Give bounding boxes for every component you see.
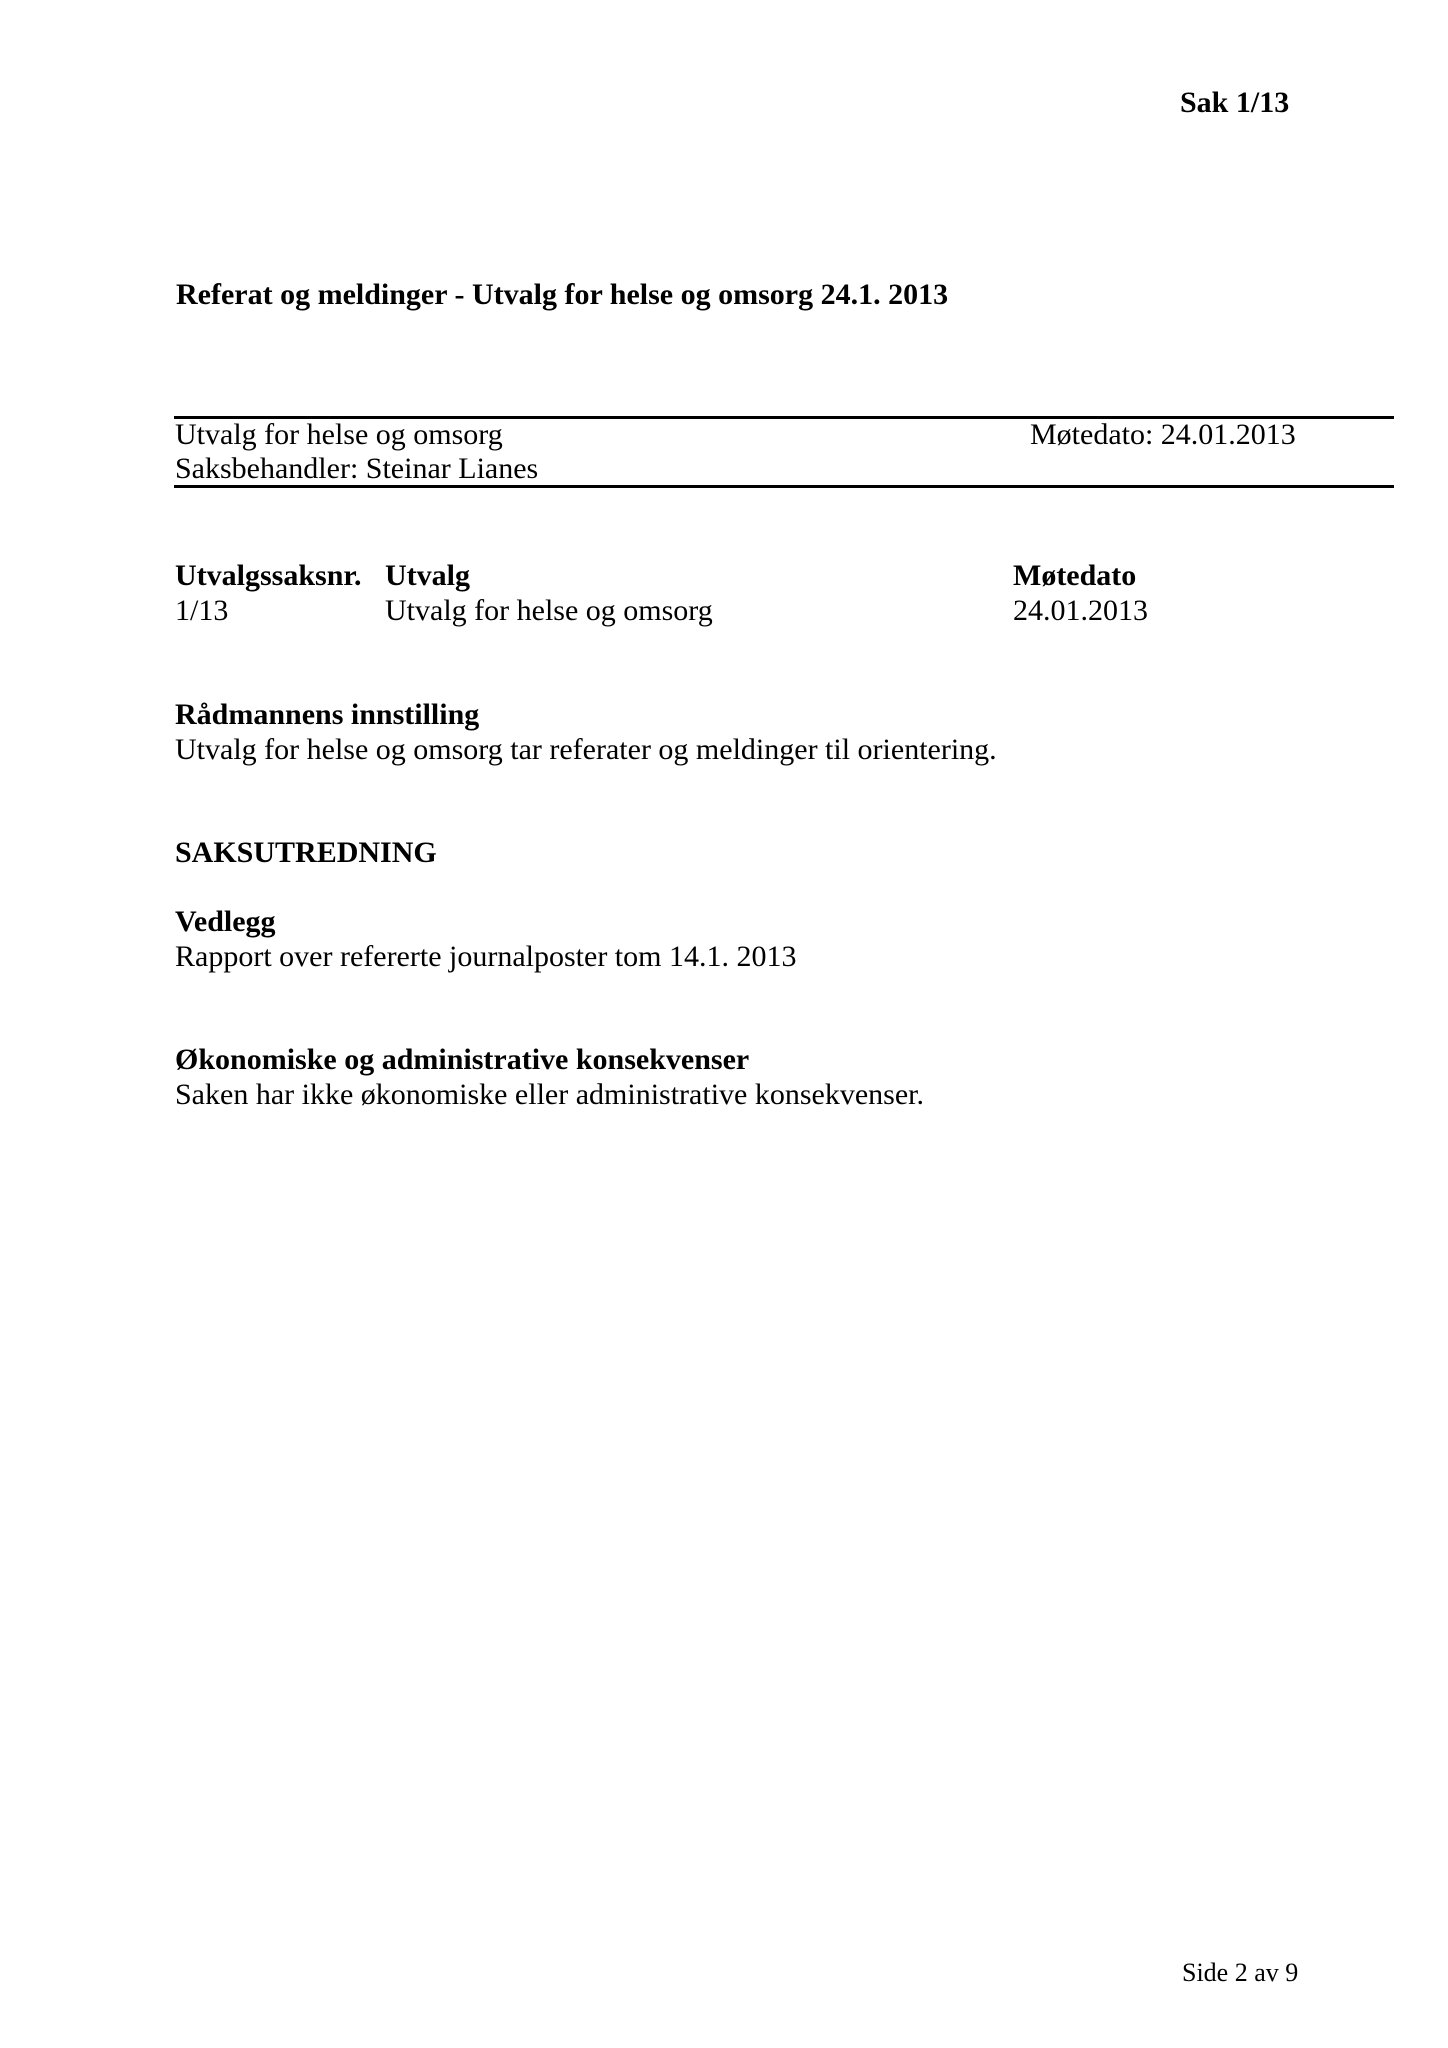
document-title: Referat og meldinger - Utvalg for helse og omsorg 24.1. 2013 (176, 278, 949, 311)
case-reference: Sak 1/13 (1180, 86, 1290, 119)
committee-name: Utvalg for helse og omsorg (175, 418, 503, 451)
table-cell-committee: Utvalg for helse og omsorg (385, 594, 713, 627)
consequences-body: Saken har ikke økonomiske eller administrative konsekvenser. (175, 1078, 924, 1111)
recommendation-heading: Rådmannens innstilling (175, 698, 480, 731)
table-header-committee: Utvalg (385, 559, 470, 592)
page-number: Side 2 av 9 (1182, 1958, 1299, 1987)
saksutredning-heading: SAKSUTREDNING (175, 836, 437, 869)
table-header-meeting-date: Møtedato (1013, 559, 1137, 592)
table-header-case-number: Utvalgssaksnr. (175, 559, 362, 592)
meeting-date: Møtedato: 24.01.2013 (1030, 418, 1296, 451)
case-officer: Saksbehandler: Steinar Lianes (175, 452, 539, 485)
attachments-body: Rapport over refererte journalposter tom 14.1. 2013 (175, 940, 797, 973)
consequences-heading: Økonomiske og administrative konsekvenser (175, 1043, 750, 1076)
attachments-heading: Vedlegg (175, 905, 276, 938)
table-cell-case-number: 1/13 (175, 594, 229, 627)
header-rule-bottom (174, 485, 1394, 488)
recommendation-body: Utvalg for helse og omsorg tar referater og meldinger til orientering. (175, 733, 997, 766)
table-cell-meeting-date: 24.01.2013 (1013, 594, 1148, 627)
